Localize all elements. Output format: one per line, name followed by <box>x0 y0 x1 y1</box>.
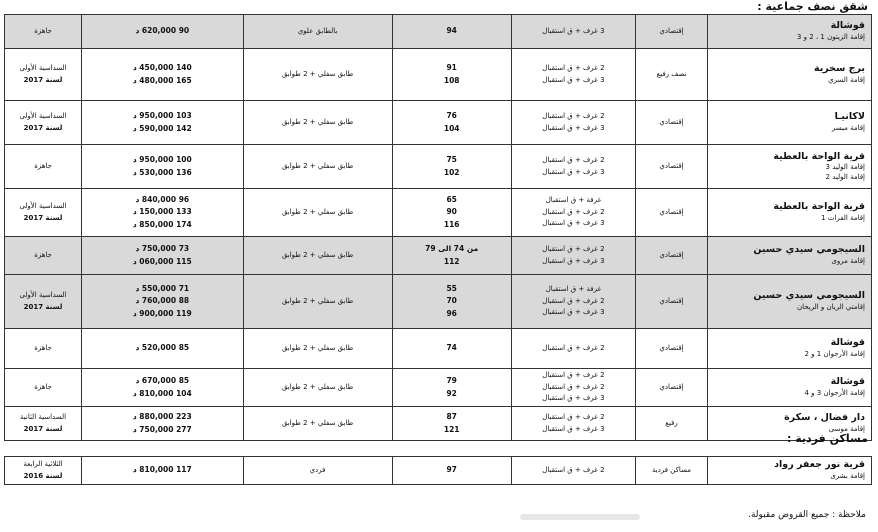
delivery-line: السداسية الأولى <box>19 64 67 73</box>
unit-type-cell <box>511 407 635 441</box>
delivery-cell <box>5 145 82 189</box>
cell-line: 2 غرف + ق استقبال <box>542 413 605 422</box>
delivery-line: لسنة 2017 <box>23 424 63 433</box>
floors-cell: طابق سفلي + 2 طوابق <box>243 145 392 189</box>
cell-line: 3 غرف + ق استقبال <box>542 219 605 228</box>
site-sub: إقامة موسى <box>828 425 865 434</box>
site-sub: إقامة الأرجوان 1 و 2 <box>804 350 865 359</box>
price-cell <box>82 407 243 441</box>
delivery-cell <box>5 101 82 145</box>
site-name: دار فضال ، سكرة <box>784 412 865 424</box>
cell-line: 277 750,000 د <box>132 424 192 434</box>
site-cell <box>708 237 872 275</box>
price-cell <box>82 329 243 369</box>
delivery-cell <box>5 49 82 101</box>
site-name: قوشالة <box>830 376 865 388</box>
cell-line: 88 760,000 د <box>135 296 190 306</box>
cell-line: 2 غرف + ق استقبال <box>542 343 605 352</box>
unit-type-cell <box>511 329 635 369</box>
cell-line: 74 <box>446 343 457 353</box>
table-row <box>5 145 872 189</box>
cell-line: 75 <box>446 155 457 165</box>
floors-cell: طابق سفلي + 2 طوابق <box>243 369 392 407</box>
cell-line: 2 غرف + ق استقبال <box>542 156 605 165</box>
unit-type-cell <box>511 369 635 407</box>
table-row <box>5 407 872 441</box>
floors-cell: طابق سفلي + 2 طوابق <box>243 407 392 441</box>
table-row <box>5 101 872 145</box>
price-cell <box>82 237 243 275</box>
standing-cell: إقتصادي <box>636 145 708 189</box>
price-cell <box>82 189 243 237</box>
table-row <box>5 275 872 329</box>
floors-cell: بالطابق علوي <box>243 15 392 49</box>
standing-cell: رفيع <box>636 407 708 441</box>
site-name: السيجومي سيدي حسين <box>753 290 865 302</box>
standing-cell: إقتصادي <box>636 237 708 275</box>
cell-line: 102 <box>443 167 460 177</box>
cell-line: 136 530,000 د <box>132 167 192 177</box>
area-cell <box>392 189 511 237</box>
cell-line: 92 <box>446 388 457 398</box>
cell-line: 96 <box>446 308 457 318</box>
cell-line: 2 غرف + ق استقبال <box>542 296 605 305</box>
standing-cell: إقتصادي <box>636 369 708 407</box>
cell-line: 100 950,000 د <box>132 155 192 165</box>
price-cell <box>82 49 243 101</box>
cell-line: من 74 الى 79 <box>425 244 479 254</box>
delivery-line: السداسية الثانية <box>20 413 67 422</box>
standing-cell: مساكن فردية <box>636 457 708 485</box>
area-cell <box>392 101 511 145</box>
cell-line: 2 غرف + ق استقبال <box>542 245 605 254</box>
cell-line: 104 810,000 د <box>132 388 192 398</box>
cell-line: غرفة + ق استقبال <box>545 196 602 205</box>
site-sub: إقامة السري <box>828 76 865 85</box>
site-name: لاكانيـا <box>834 111 865 123</box>
cell-line: 73 750,000 د <box>135 244 190 254</box>
site-sub: إقامة الزيتون 1 ، 2 و 3 <box>796 33 865 42</box>
delivery-cell <box>5 457 82 485</box>
cell-line: 3 غرف + ق استقبال <box>542 26 605 35</box>
delivery-cell <box>5 407 82 441</box>
area-cell <box>392 369 511 407</box>
delivery-line: جاهزة <box>34 161 52 170</box>
standing-cell: إقتصادي <box>636 189 708 237</box>
delivery-line: الثلاثية الرابعة <box>23 460 63 469</box>
cell-line: 112 <box>443 256 460 266</box>
site-sub: إقامتي الريان و الريحان <box>796 303 865 312</box>
delivery-line: السداسية الأولى <box>19 112 67 121</box>
loans-note: ملاحظة : جميع القروض مقبولة. <box>748 510 866 520</box>
floors-cell: فردي <box>243 457 392 485</box>
cell-line: 3 غرف + ق استقبال <box>542 256 605 265</box>
delivery-line: جاهزة <box>34 343 52 352</box>
price-cell <box>82 101 243 145</box>
site-cell <box>708 145 872 189</box>
site-sub: إقامة الوليد 2 <box>825 172 865 181</box>
area-cell <box>392 275 511 329</box>
site-name: قرية الواحة بالعطية <box>773 201 865 213</box>
delivery-line: لسنة 2017 <box>23 213 63 222</box>
site-cell <box>708 101 872 145</box>
cell-line: 3 غرف + ق استقبال <box>542 167 605 176</box>
unit-type-cell <box>511 145 635 189</box>
price-cell <box>82 145 243 189</box>
table-row <box>5 369 872 407</box>
delivery-line: السداسية الأولى <box>19 202 67 211</box>
standing-cell: إقتصادي <box>636 329 708 369</box>
unit-type-cell <box>511 15 635 49</box>
unit-type-cell <box>511 101 635 145</box>
site-name: قرية نور جعفر رواد <box>774 459 865 471</box>
area-cell <box>392 15 511 49</box>
cell-line: 165 480,000 د <box>132 75 192 85</box>
cell-line: 96 840,000 د <box>135 195 190 205</box>
cell-line: 76 <box>446 111 457 121</box>
cell-line: 3 غرف + ق استقبال <box>542 123 605 132</box>
site-cell <box>708 15 872 49</box>
cell-line: 2 غرف + ق استقبال <box>542 112 605 121</box>
delivery-line: لسنة 2017 <box>23 75 63 84</box>
cell-line: 142 590,000 د <box>132 123 192 133</box>
site-cell <box>708 189 872 237</box>
table-row <box>5 329 872 369</box>
price-cell <box>82 457 243 485</box>
cell-line: 90 620,000 د <box>135 26 190 36</box>
unit-type-cell <box>511 237 635 275</box>
floors-cell: طابق سفلي + 2 طوابق <box>243 189 392 237</box>
cell-line: 85 670,000 د <box>135 376 190 386</box>
cell-line: 87 <box>446 412 457 422</box>
delivery-line: لسنة 2016 <box>23 471 63 480</box>
delivery-line: جاهزة <box>34 26 52 35</box>
cell-line: 2 غرف + ق استقبال <box>542 465 605 474</box>
site-cell <box>708 457 872 485</box>
delivery-line: السداسية الأولى <box>19 291 67 300</box>
cell-line: 85 520,000 د <box>135 343 190 353</box>
cell-line: 71 550,000 د <box>135 284 190 294</box>
standing-cell: نصف رفيع <box>636 49 708 101</box>
cell-line: 2 غرف + ق استقبال <box>542 382 605 391</box>
cell-line: 94 <box>446 26 457 36</box>
delivery-line: جاهزة <box>34 250 52 259</box>
unit-type-cell <box>511 189 635 237</box>
area-cell <box>392 145 511 189</box>
floors-cell: طابق سفلي + 2 طوابق <box>243 237 392 275</box>
cell-line: 90 <box>446 207 457 217</box>
site-sub: إقامة الوليد 3 <box>825 163 865 172</box>
cell-line: 2 غرف + ق استقبال <box>542 207 605 216</box>
area-cell <box>392 329 511 369</box>
site-sub: إقامة الأرجوان 3 و 4 <box>804 389 865 398</box>
smudge <box>520 514 640 520</box>
site-name: قرية الواحة بالعطية <box>773 150 865 162</box>
delivery-cell <box>5 369 82 407</box>
cell-line: 91 <box>446 63 457 73</box>
delivery-line: جاهزة <box>34 382 52 391</box>
floors-cell: طابق سفلي + 2 طوابق <box>243 101 392 145</box>
site-name: السيجومي سيدي حسين <box>753 244 865 256</box>
floors-cell: طابق سفلي + 2 طوابق <box>243 329 392 369</box>
area-cell <box>392 237 511 275</box>
area-cell <box>392 49 511 101</box>
site-name: قوشالة <box>830 20 865 32</box>
site-sub: إقامة ميسر <box>831 124 865 133</box>
site-sub: إقامة مروى <box>831 257 865 266</box>
cell-line: 104 <box>443 123 460 133</box>
delivery-cell <box>5 237 82 275</box>
cell-line: 108 <box>443 75 460 85</box>
delivery-cell <box>5 329 82 369</box>
cell-line: 3 غرف + ق استقبال <box>542 394 605 403</box>
cell-line: 3 غرف + ق استقبال <box>542 424 605 433</box>
individual-houses-table <box>4 456 872 485</box>
table-row <box>5 15 872 49</box>
delivery-line: لسنة 2017 <box>23 302 63 311</box>
area-cell <box>392 407 511 441</box>
cell-line: 70 <box>446 296 457 306</box>
unit-type-cell <box>511 49 635 101</box>
cell-line: 103 950,000 د <box>132 111 192 121</box>
delivery-line: لسنة 2017 <box>23 123 63 132</box>
table-row <box>5 237 872 275</box>
cell-line: 97 <box>446 465 457 475</box>
cell-line: 133 150,000 د <box>132 207 192 217</box>
unit-type-cell <box>511 457 635 485</box>
price-cell <box>82 369 243 407</box>
price-cell <box>82 15 243 49</box>
semi-collective-table <box>4 14 872 441</box>
section-title-semi-collective: شقق نصف جماعية : <box>757 0 868 13</box>
table-row <box>5 189 872 237</box>
section-title-individual-houses: مساكن فردية : <box>787 432 868 445</box>
cell-line: 2 غرف + ق استقبال <box>542 64 605 73</box>
area-cell <box>392 457 511 485</box>
site-cell <box>708 369 872 407</box>
cell-line: 55 <box>446 284 457 294</box>
site-sub: إقامة بشرى <box>830 472 865 481</box>
cell-line: 115 060,000 د <box>132 256 192 266</box>
standing-cell: إقتصادي <box>636 275 708 329</box>
floors-cell: طابق سفلي + 2 طوابق <box>243 49 392 101</box>
table-row <box>5 49 872 101</box>
standing-cell: إقتصادي <box>636 15 708 49</box>
price-cell <box>82 275 243 329</box>
cell-line: 3 غرف + ق استقبال <box>542 308 605 317</box>
site-cell <box>708 275 872 329</box>
table-row <box>5 457 872 485</box>
site-cell <box>708 49 872 101</box>
cell-line: 117 810,000 د <box>132 465 192 475</box>
unit-type-cell <box>511 275 635 329</box>
site-name: برج سخرية <box>813 63 865 75</box>
delivery-cell <box>5 189 82 237</box>
cell-line: 79 <box>446 376 457 386</box>
delivery-cell <box>5 15 82 49</box>
cell-line: 119 900,000 د <box>132 308 192 318</box>
cell-line: 121 <box>443 424 460 434</box>
cell-line: 174 850,000 د <box>132 219 192 229</box>
site-name: قوشالة <box>830 337 865 349</box>
site-cell <box>708 329 872 369</box>
cell-line: 3 غرف + ق استقبال <box>542 75 605 84</box>
cell-line: 223 880,000 د <box>132 412 192 422</box>
site-sub: إقامة الفرات 1 <box>821 214 865 223</box>
standing-cell: إقتصادي <box>636 101 708 145</box>
cell-line: 116 <box>443 219 460 229</box>
floors-cell: طابق سفلي + 2 طوابق <box>243 275 392 329</box>
cell-line: 2 غرف + ق استقبال <box>542 371 605 380</box>
cell-line: غرفة + ق استقبال <box>545 285 602 294</box>
cell-line: 65 <box>446 195 457 205</box>
delivery-cell <box>5 275 82 329</box>
cell-line: 140 450,000 د <box>132 63 192 73</box>
